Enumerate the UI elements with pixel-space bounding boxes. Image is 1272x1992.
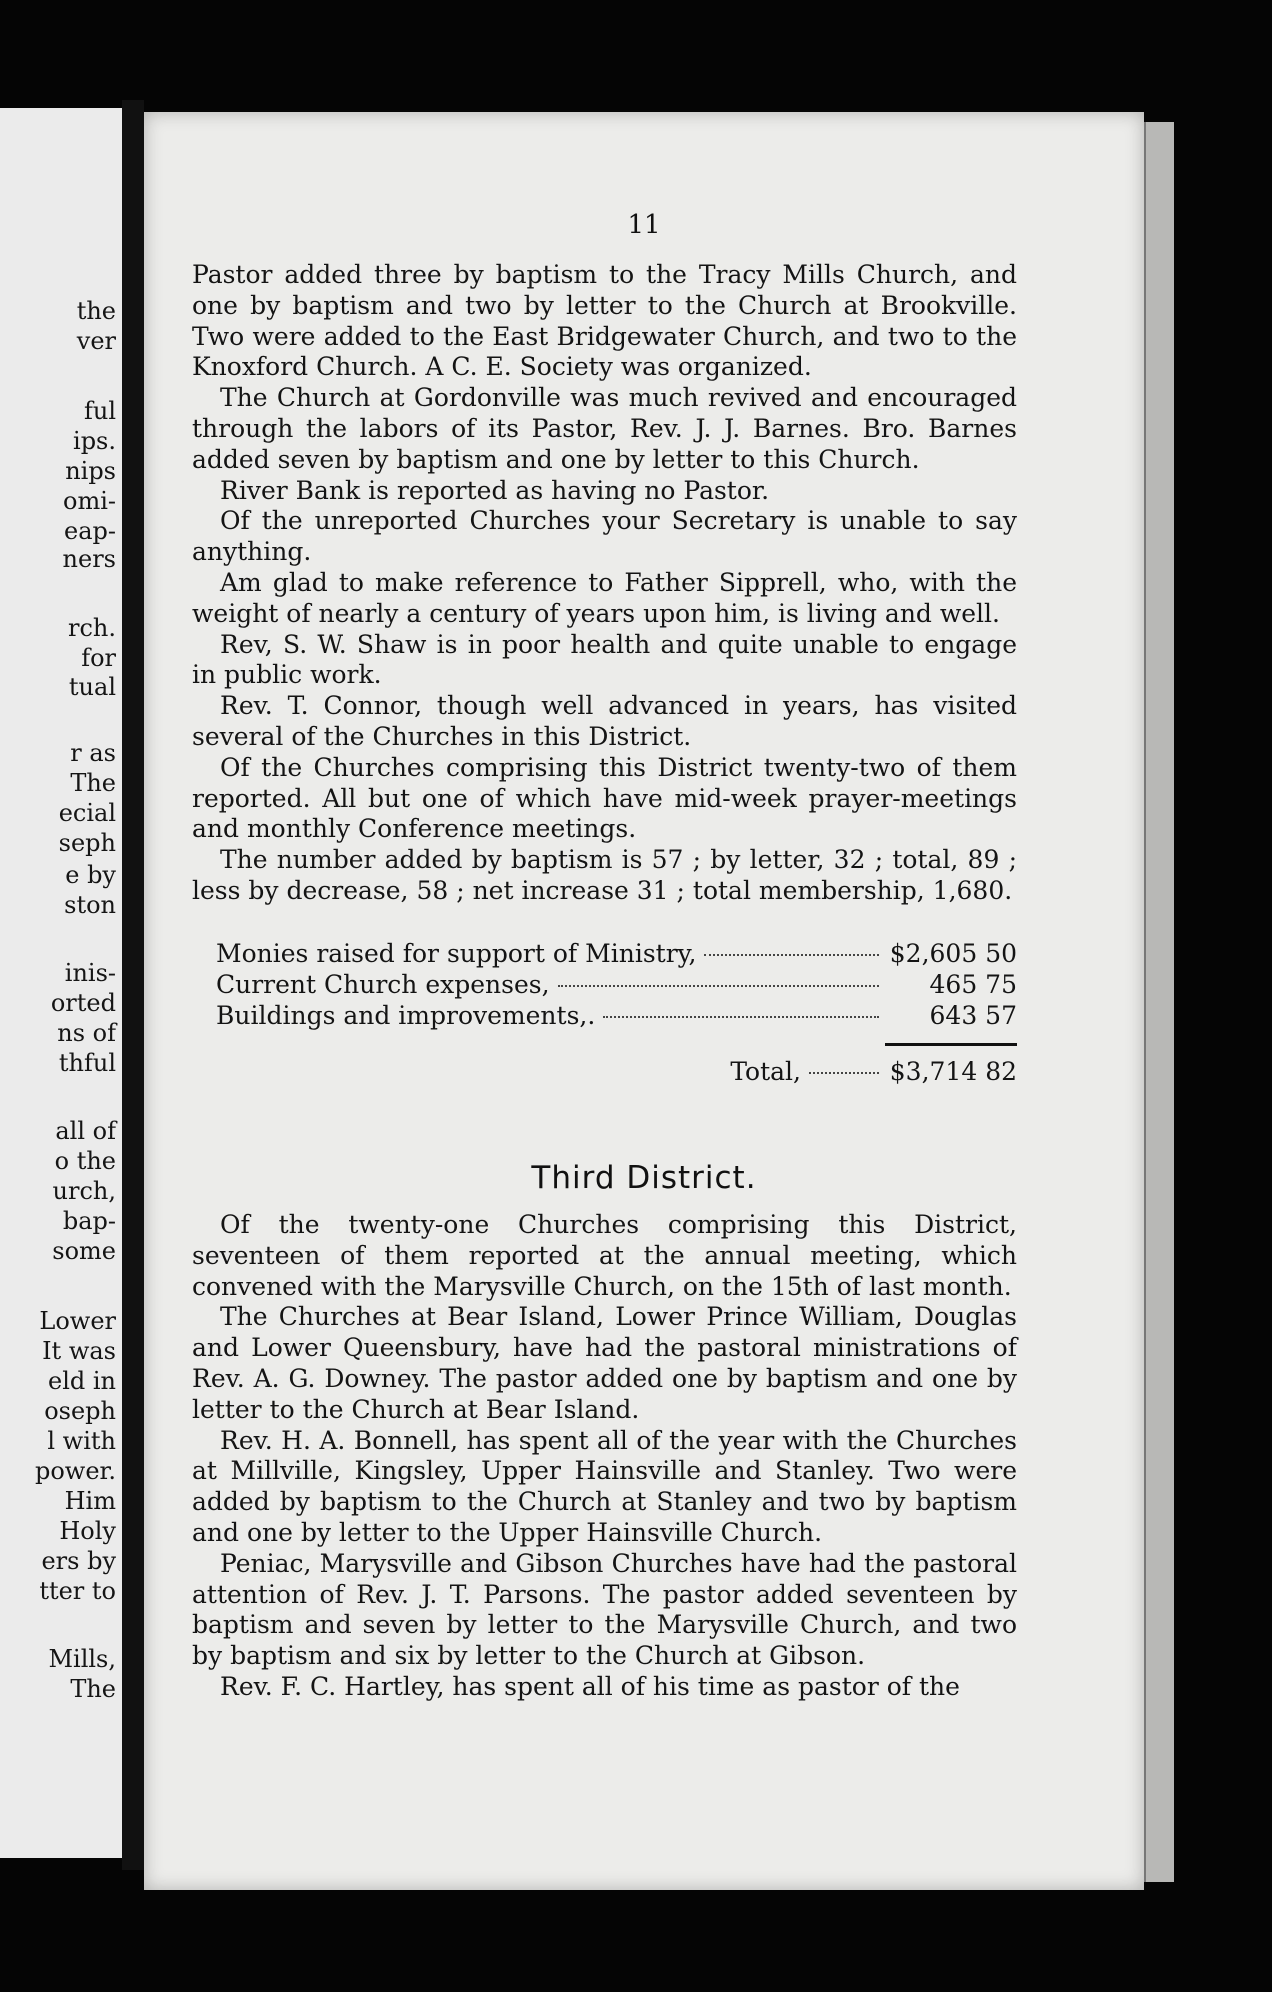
left-fragment: the	[76, 297, 116, 325]
paragraph: Am glad to make reference to Father Sipprell, who, with the weight of nearly a century of years upon him, is living and well.	[192, 567, 1017, 628]
left-fragment: ips.	[73, 427, 116, 455]
section-heading: Third District.	[531, 1160, 757, 1196]
left-fragment: nips	[65, 457, 116, 485]
total-amount: $3,714 82	[889, 1057, 1017, 1086]
left-fragment: ver	[76, 327, 116, 355]
left-fragment: tual	[68, 673, 116, 701]
body-text-bottom	[192, 1210, 1017, 1703]
paragraph: Rev. T. Connor, though well advanced in years, has visited several of the Churches in this District.	[192, 691, 1017, 751]
left-fragment: e by	[65, 861, 116, 889]
leader-dots	[603, 1016, 879, 1018]
left-fragment: some	[52, 1237, 116, 1265]
leader-dots	[704, 954, 879, 956]
body-text-top	[192, 260, 1017, 907]
finance-row	[216, 938, 1017, 969]
left-fragment: Mills,	[48, 1645, 116, 1673]
left-fragment: for	[81, 644, 116, 672]
left-page-fragment	[0, 108, 122, 1858]
left-fragment: ners	[62, 545, 116, 573]
paragraph: Rev, S. W. Shaw is in poor health and quite unable to engage in public work.	[192, 629, 1017, 690]
right-page	[144, 112, 1144, 1890]
left-fragment: bap-	[62, 1207, 116, 1235]
finance-label: Monies raised for support of Ministry,	[216, 939, 697, 968]
left-fragment: oseph	[44, 1397, 116, 1425]
page-edge	[1144, 122, 1174, 1882]
left-fragment: ston	[64, 891, 116, 919]
paragraph: Of the twenty-one Churches comprising this District, seventeen of them reported at the annual meeting, which convened with the Marysville Church, on the 15th of last month.	[192, 1210, 1017, 1301]
finance-row	[216, 1000, 1017, 1031]
left-fragment: r as	[70, 739, 116, 767]
paragraph: Of the Churches comprising this District twenty-two of them reported. All but one of which have mid-week prayer-meetings and monthly Conference meetings.	[192, 752, 1017, 844]
total-label: Total,	[730, 1057, 801, 1086]
left-fragment: Lower	[39, 1307, 116, 1335]
left-fragment: omi-	[63, 487, 116, 515]
left-fragment: tter to	[39, 1577, 116, 1605]
finance-amount: 465 75	[929, 970, 1017, 999]
left-fragment: o the	[54, 1147, 116, 1175]
left-fragment: l with	[47, 1427, 116, 1455]
finance-label: Buildings and improvements,.	[216, 1001, 596, 1030]
paragraph: The Churches at Bear Island, Lower Prince William, Douglas and Lower Queensbury, have had the pastoral ministrations of Rev. A. G. Downey. The pastor added one by baptism and one by letter to the Church at Bear Island.	[192, 1302, 1017, 1424]
left-fragment: ers by	[41, 1547, 116, 1575]
left-fragment: eap-	[64, 517, 116, 545]
left-fragment: rch.	[68, 614, 116, 642]
left-fragment: The	[70, 769, 116, 797]
left-fragment: ecial	[58, 799, 116, 827]
paragraph: The number added by baptism is 57 ; by letter, 32 ; total, 89 ; less by decrease, 58 ; net increase 31 ; total membership, 1,680.	[192, 845, 1017, 905]
paragraph: The Church at Gordonville was much revived and encouraged through the labors of its Pastor, Rev. J. J. Barnes. Bro. Barnes added seven by baptism and one by letter to this Church.	[192, 383, 1017, 474]
finance-label: Current Church expenses,	[216, 970, 550, 999]
left-fragment: power.	[34, 1457, 116, 1485]
left-fragment: seph	[58, 829, 116, 857]
left-fragment: ful	[83, 397, 116, 425]
finance-total-row	[216, 1056, 1017, 1087]
paragraph: River Bank is reported as having no Pastor.	[220, 475, 770, 505]
left-fragment: Him	[64, 1487, 116, 1515]
left-fragment: orted	[50, 989, 116, 1017]
page-number: 11	[627, 210, 661, 240]
paragraph: Of the unreported Churches your Secretary is unable to say anything.	[192, 506, 1017, 567]
total-rule	[885, 1043, 1017, 1046]
finance-row	[216, 969, 1017, 1000]
left-fragment: eld in	[47, 1367, 116, 1395]
finance-amount: 643 57	[929, 1001, 1017, 1030]
book-gutter	[122, 100, 144, 1870]
left-fragment: The	[70, 1675, 116, 1703]
paragraph: Rev. H. A. Bonnell, has spent all of the year with the Churches at Millville, Kingsley, Upper Hainsville and Stanley. Two were added by baptism to the Church at Stanley and two by baptism and one by letter to the Upper Hainsville Church.	[192, 1425, 1017, 1547]
leader-dots	[558, 985, 879, 987]
paragraph: Rev. F. C. Hartley, has spent all of his time as pastor of the	[220, 1671, 960, 1701]
paragraph: Peniac, Marysville and Gibson Churches have had the pastoral attention of Rev. J. T. Parsons. The pastor added seventeen by baptism and seven by letter to the Marysville Church, and two by baptism and six by letter to the Church at Gibson.	[192, 1548, 1017, 1671]
left-fragment: thful	[58, 1049, 116, 1077]
leader-dots	[809, 1072, 879, 1074]
left-fragment: It was	[42, 1337, 116, 1365]
left-fragment: ns of	[57, 1019, 116, 1047]
left-fragment: urch,	[52, 1177, 116, 1205]
finance-summary	[216, 938, 1017, 1087]
left-fragment: all of	[55, 1117, 116, 1145]
left-fragment: Holy	[59, 1517, 116, 1545]
paragraph: Pastor added three by baptism to the Tracy Mills Church, and one by baptism and two by letter to the Church at Brookville. Two were added to the East Bridgewater Church, and two to the Knoxford Church. A C. E. Society was organized.	[192, 260, 1017, 382]
finance-amount: $2,605 50	[889, 939, 1017, 968]
left-fragment: inis-	[64, 959, 116, 987]
